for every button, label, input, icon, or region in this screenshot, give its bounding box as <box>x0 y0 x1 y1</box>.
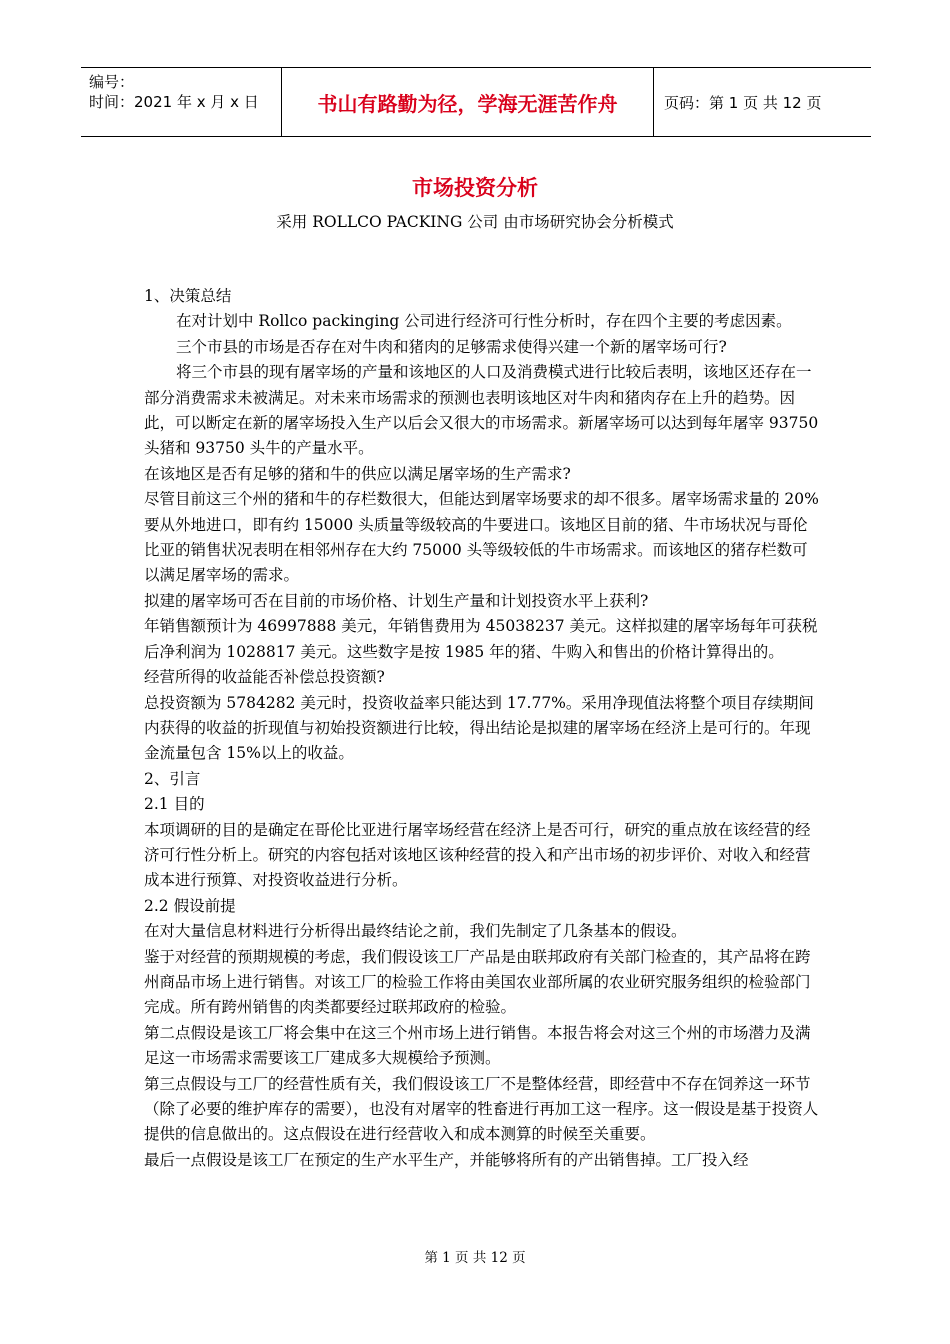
header-page-number: 页码：第 1 页 共 12 页 <box>664 93 822 112</box>
paragraph: 第三点假设与工厂的经营性质有关，我们假设该工厂不是整体经营，即经营中不存在饲养这一环节（除了必要的维护库存的需要），也没有对屠宰的牲畜进行再加工这一程序。这一假设是基于投资人提供的信息做出的。这点假设在进行经营收入和成本测算的时候至关重要。 <box>144 1074 819 1144</box>
paragraph: 总投资额为 5784282 美元时，投资收益率只能达到 17.77%。采用净现值法将整个项目存续期间内获得的收益的折现值与初始投资额进行比较，得出结论是拟建的屠宰场在经济上是可行的。年现金流量包含 15%以上的收益。 <box>144 693 814 763</box>
paragraph: 在对计划中 Rollco packinging 公司进行经济可行性分析时，存在四个主要的考虑因素。 <box>176 312 792 331</box>
paragraph: 年销售额预计为 46997888 美元，年销售费用为 45038237 美元。这样拟建的屠宰场每年可获税后净利润为 1028817 美元。这些数字是按 1985 年的猪、牛购入和售出的价格计算得出的。 <box>144 617 818 661</box>
section-heading: 2、引言 <box>144 769 201 788</box>
document-subtitle: 采用 ROLLCO PACKING 公司 由市场研究协会分析模式 <box>276 213 674 231</box>
header-motto: 书山有路勤为径，学海无涯苦作舟 <box>282 68 654 136</box>
question-heading: 经营所得的收益能否补偿总投资额? <box>144 668 385 687</box>
header-meta <box>81 68 282 136</box>
question-heading: 在该地区是否有足够的猪和牛的供应以满足屠宰场的生产需求? <box>144 464 571 483</box>
subsection-heading: 2.2 假设前提 <box>144 896 236 915</box>
section-heading: 1、决策总结 <box>144 287 232 305</box>
document-body <box>144 284 820 1173</box>
paragraph: 本项调研的目的是确定在哥伦比亚进行屠宰场经营在经济上是否可行，研究的重点放在该经营的经济可行性分析上。研究的内容包括对该地区该种经营的投入和产出市场的初步评价、对收入和经营成本进行预算、对投资收益进行分析。 <box>144 820 811 890</box>
paragraph: 在对大量信息材料进行分析得出最终结论之前，我们先制定了几条基本的假设。 <box>144 922 687 941</box>
document-date: 时间：2021 年 x 月 x 日 <box>89 93 259 111</box>
document-title: 市场投资分析 <box>412 176 538 200</box>
header-table <box>81 67 871 137</box>
question-heading: 拟建的屠宰场可否在目前的市场价格、计划生产量和计划投资水平上获利? <box>144 591 649 610</box>
paragraph: 鉴于对经营的预期规模的考虑，我们假设该工厂产品是由联邦政府有关部门检查的，其产品将在跨州商品市场上进行销售。对该工厂的检验工作将由美国农业部所属的农业研究服务组织的检验部门完成。所有跨州销售的肉类都要经过联邦政府的检验。 <box>144 947 811 1017</box>
paragraph: 将三个市县的现有屠宰场的产量和该地区的人口及消费模式进行比较后表明，该地区还存在一部分消费需求未被满足。对未来市场需求的预测也表明该地区对牛肉和猪肉存在上升的趋势。因此，可以断定在新的屠宰场投入生产以后会又很大的市场需求。新屠宰场可以达到每年屠宰 93750 头猪和 93750 头牛的产量水平。 <box>144 363 819 458</box>
paragraph: 三个市县的市场是否存在对牛肉和猪肉的足够需求使得兴建一个新的屠宰场可行? <box>176 337 727 356</box>
paragraph: 尽管目前这三个州的猪和牛的存栏数很大，但能达到屠宰场要求的却不很多。屠宰场需求量的 20%要从外地进口，即有约 15000 头质量等级较高的牛要进口。该地区目前的猪、牛市场状况与哥伦比亚的销售状况表明在相邻州存在大约 75000 头等级较低的牛市场需求。而该地区的猪存栏数可以满足屠宰场的需求。 <box>144 490 819 585</box>
subsection-heading: 2.1 目的 <box>144 795 205 814</box>
document-number: 编号： <box>89 73 135 91</box>
paragraph: 最后一点假设是该工厂在预定的生产水平生产，并能够将所有的产出销售掉。工厂投入经 <box>144 1150 749 1169</box>
page-footer: 第 1 页 共 12 页 <box>424 1250 526 1266</box>
paragraph: 第二点假设是该工厂将会集中在这三个州市场上进行销售。本报告将会对这三个州的市场潜力及满足这一市场需求需要该工厂建成多大规模给予预测。 <box>144 1023 811 1068</box>
